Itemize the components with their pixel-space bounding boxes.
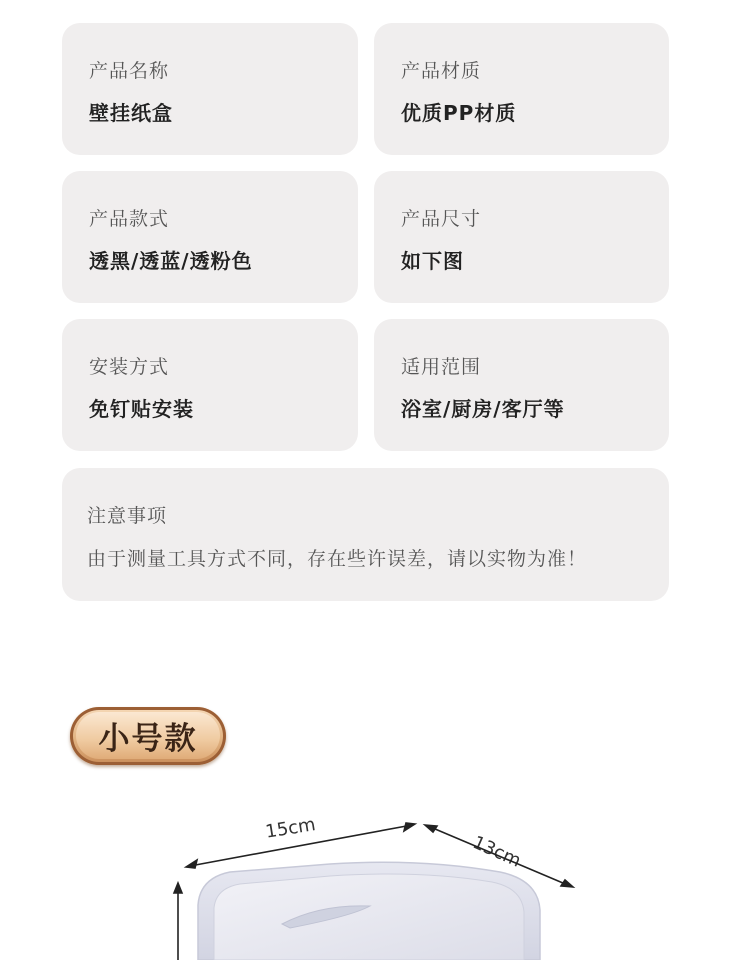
spec-card-material: [374, 23, 669, 155]
size-badge-text: 小号款: [98, 721, 198, 757]
spec-value: 浴室/厨房/客厅等: [401, 397, 565, 421]
spec-card-style: [62, 171, 358, 303]
notice-text: 由于测量工具方式不同，存在些许误差，请以实物为准！: [87, 548, 588, 570]
height-arrow: [174, 883, 182, 960]
box-lid: [214, 874, 524, 960]
spec-value: 免钉贴安装: [89, 397, 194, 421]
size-badge: [70, 707, 226, 765]
spec-label: 产品名称: [89, 60, 170, 82]
spec-card-usage: [374, 319, 669, 451]
spec-card-install: [62, 319, 358, 451]
spec-value: 壁挂纸盒: [89, 101, 173, 125]
spec-label: 安装方式: [89, 356, 170, 378]
width-dimension-label: 15cm: [264, 814, 318, 843]
spec-card-size: [374, 171, 669, 303]
spec-label: 产品尺寸: [401, 208, 482, 230]
product-illustration: [0, 800, 750, 960]
spec-label: 产品材质: [401, 60, 482, 82]
spec-value: 透黑/透蓝/透粉色: [89, 249, 253, 273]
depth-dimension-label: 13cm: [469, 832, 524, 872]
size-badge-inner: [76, 712, 220, 759]
spec-label: 产品款式: [89, 208, 170, 230]
spec-card-name: [62, 23, 358, 155]
width-arrow: [186, 823, 415, 868]
notice-card: [62, 468, 669, 601]
spec-value: 如下图: [401, 249, 464, 273]
spec-value: 优质PP材质: [401, 101, 517, 125]
notice-label: 注意事项: [87, 505, 168, 527]
spec-label: 适用范围: [401, 356, 482, 378]
